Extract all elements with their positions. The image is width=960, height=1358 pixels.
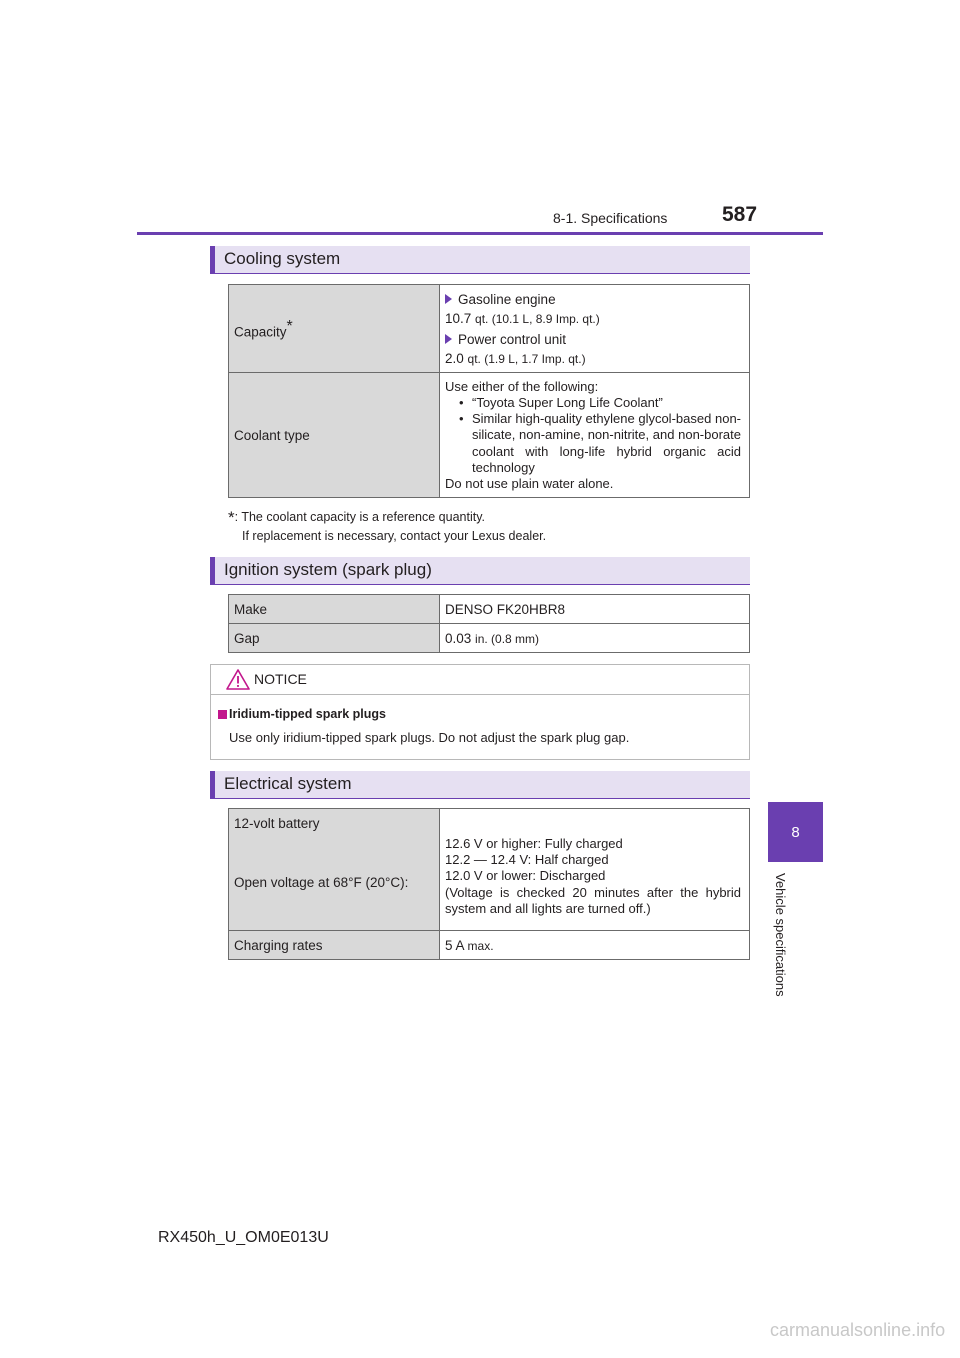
electrical-section-title: Electrical system: [224, 774, 352, 793]
coolant-label: Coolant type: [234, 427, 310, 443]
pcu-heading-row: [445, 330, 744, 350]
table-row: [229, 931, 750, 960]
make-value: DENSO FK20HBR8: [440, 595, 750, 624]
table-row: [229, 809, 750, 931]
ignition-section-header: [210, 557, 750, 585]
watermark: carmanualsonline.info: [770, 1320, 946, 1340]
voltage-line-4: (Voltage is checked 20 minutes after the hybrid system and all lights are turned off.): [445, 884, 741, 916]
voltage-value-cell: [440, 809, 750, 931]
triangle-bullet-icon: [445, 294, 452, 304]
triangle-bullet-icon: [445, 334, 452, 344]
coolant-intro: Use either of the following:: [445, 378, 599, 394]
coolant-outro: Do not use plain water alone.: [445, 476, 614, 491]
pcu-capacity-units: qt. (1.9 L, 1.7 Imp. qt.): [467, 352, 586, 366]
notice-header: [211, 665, 749, 695]
gap-value-main: 0.03: [445, 630, 476, 646]
electrical-section-header: [210, 771, 750, 799]
pcu-capacity-main: 2.0: [445, 351, 468, 366]
model-code: RX450h_U_OM0E013U: [158, 1229, 329, 1246]
footnote-line-1: : The coolant capacity is a reference quantity.: [234, 510, 485, 524]
charging-value-main: 5 A: [445, 937, 468, 953]
section-title: 8-1. Specifications: [553, 210, 668, 226]
gasoline-capacity-main: 10.7: [445, 311, 476, 326]
footnote-line-2: If replacement is necessary, contact your Lexus dealer.: [242, 529, 547, 543]
coolant-option-2-text: Similar high-quality ethylene glycol-based non-silicate, non-amine, non-nitrite, and non-borate coolant with long-life hybrid organic acid technology: [472, 411, 741, 475]
gasoline-capacity-units: qt. (10.1 L, 8.9 Imp. qt.): [475, 312, 600, 326]
ignition-section-title: Ignition system (spark plug): [224, 560, 432, 579]
ignition-table: [228, 594, 750, 653]
bullet-icon: •: [459, 411, 464, 427]
chapter-tab: [768, 802, 823, 862]
cooling-section-header: [210, 246, 750, 274]
charging-value: [440, 931, 750, 960]
cooling-table: [228, 284, 750, 498]
make-label: Make: [229, 595, 440, 624]
capacity-asterisk: *: [286, 317, 293, 335]
square-bullet-icon: [218, 710, 227, 719]
coolant-value-cell: [440, 373, 750, 498]
capacity-label-cell: [229, 285, 440, 373]
pcu-heading: Power control unit: [458, 331, 567, 347]
table-row: [229, 285, 750, 373]
coolant-label-cell: [229, 373, 440, 498]
charging-value-units: max.: [467, 938, 494, 953]
voltage-line-1: 12.6 V or higher: Fully charged: [445, 836, 623, 851]
battery-label: 12-volt battery: [234, 816, 320, 831]
capacity-label: Capacity: [234, 324, 287, 340]
charging-label: Charging rates: [229, 931, 440, 960]
coolant-option-1-text: “Toyota Super Long Life Coolant”: [472, 394, 663, 410]
notice-title: NOTICE: [254, 671, 307, 687]
table-row: [229, 373, 750, 498]
pcu-capacity: [445, 349, 744, 370]
chapter-tab-title: [771, 873, 791, 1013]
gasoline-heading: Gasoline engine: [458, 291, 556, 307]
chapter-number: 8: [791, 823, 800, 841]
gap-value: [440, 624, 750, 653]
bullet-icon: •: [459, 394, 464, 410]
gap-value-units: in. (0.8 mm): [475, 631, 540, 646]
gasoline-heading-row: [445, 290, 744, 310]
voltage-line-3: 12.0 V or lower: Discharged: [445, 868, 606, 884]
notice-body: Use only iridium-tipped spark plugs. Do not adjust the spark plug gap.: [229, 730, 630, 745]
voltage-label: Open voltage at 68°F (20°C):: [234, 875, 409, 890]
coolant-option-1: [445, 395, 741, 411]
notice-box: [210, 664, 750, 760]
capacity-footnote: [228, 508, 546, 546]
gasoline-capacity: [445, 309, 744, 330]
voltage-line-2: 12.2 — 12.4 V: Half charged: [445, 852, 609, 868]
notice-subheading: Iridium-tipped spark plugs: [229, 707, 386, 721]
page-number: 587: [722, 203, 758, 226]
warning-triangle-icon: [226, 669, 250, 690]
header-rule: [137, 232, 823, 235]
electrical-table: [228, 808, 750, 960]
chapter-title: Vehicle specifications: [773, 873, 788, 997]
coolant-option-2: [445, 411, 741, 476]
cooling-section-title: Cooling system: [224, 249, 341, 268]
battery-label-cell: [229, 809, 440, 931]
footnote-asterisk: *: [228, 508, 235, 527]
gap-label: Gap: [229, 624, 440, 653]
table-row: [229, 624, 750, 653]
table-row: [229, 595, 750, 624]
capacity-value-cell: [440, 285, 750, 373]
